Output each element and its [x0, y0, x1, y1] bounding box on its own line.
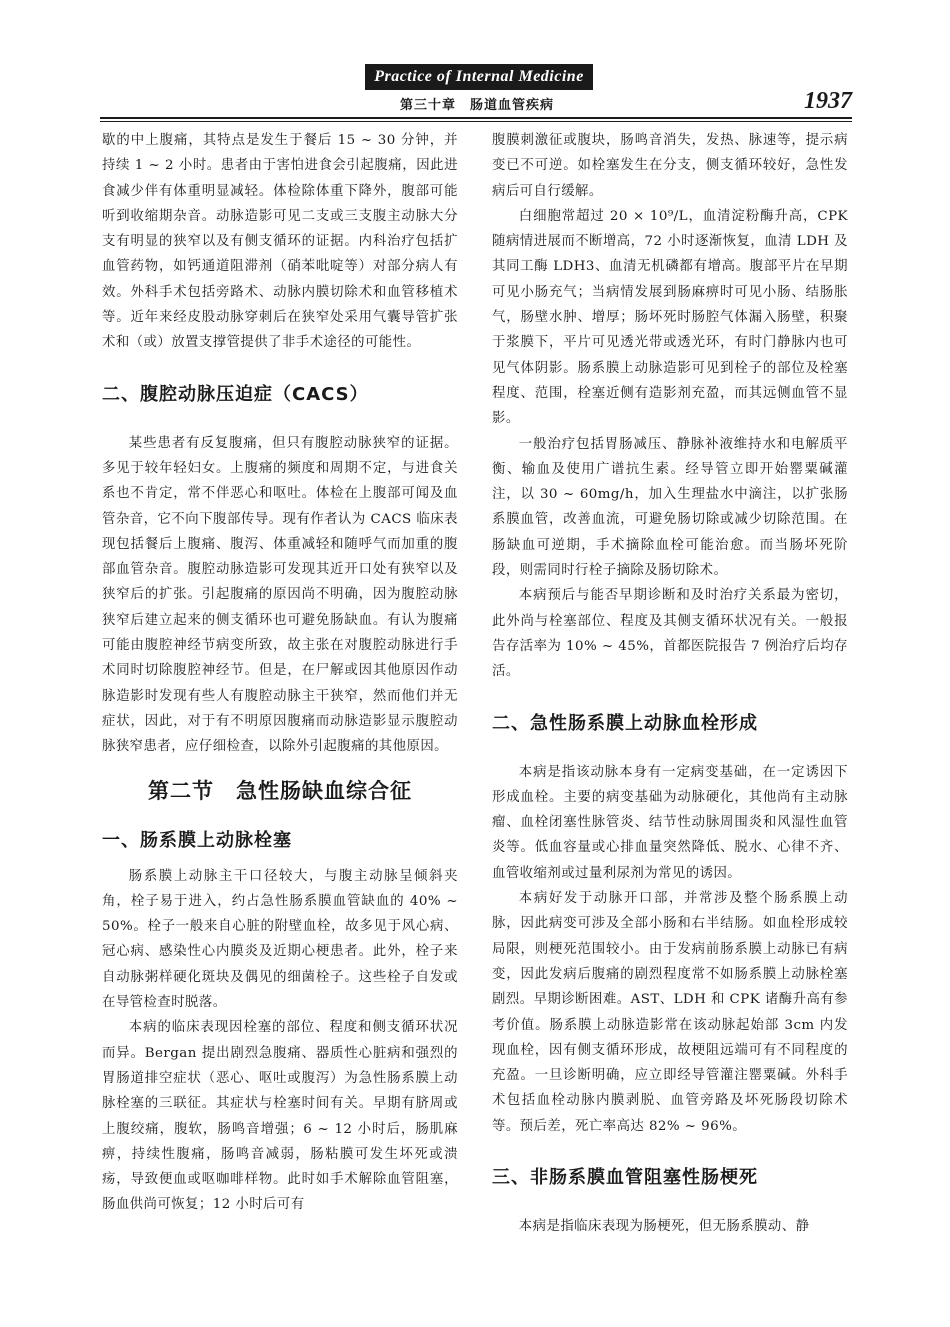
paragraph: 某些患者有反复腹痛，但只有腹腔动脉狭窄的证据。多见于较年轻妇女。上腹痛的频度和周期不定，与进食关系也不肯定，常不伴恶心和呕吐。体检在上腹部可闻及血管杂音，它不向下腹部传导。现有作者认为 CACS 临床表现包括餐后上腹痛、腹泻、体重减轻和随呼气而加重的腹部血管杂音。腹腔动脉造影可发现其近开口处有狭窄以及狭窄后的扩张。引起腹痛的原因尚不明确，因为腹腔动脉狭窄后建立起来的侧支循环也可避免肠缺血。有认为腹痛可能由腹腔神经节病变所致，故主张在对腹腔动脉进行手术同时切除腹腔神经节。但是，在尸解或因其他原因作动脉造影时发现有些人有腹腔动脉主干狭窄，然而他们并无症状，因此，对于有不明原因腹痛而动脉造影显示腹腔动脉狭窄患者，应仔细检查，以除外引起腹痛的其他原因。	[102, 435, 458, 755]
running-header-banner: Practice of Internal Medicine	[365, 64, 593, 90]
chapter-title: 第三十章 肠道血管疾病	[400, 98, 555, 113]
right-column	[492, 128, 848, 1239]
paragraph: 一般治疗包括胃肠减压、静脉补液维持水和电解质平衡、输血及使用广谱抗生素。经导管立即开始罂粟碱灌注，以 30 ~ 60mg/h，加入生理盐水中滴注，以扩张肠系膜血管，改善血流，可避免肠切除或减少切除范围。在肠缺血可逆期，手术摘除血栓可能治愈。而当肠坏死阶段，则需同时行栓子摘除及肠切除术。	[492, 436, 848, 579]
paragraph: 肠系膜上动脉主干口径较大，与腹主动脉呈倾斜夹角，栓子易于进入，约占急性肠系膜血管缺血的 40% ~ 50%。栓子一般来自心脏的附壁血栓，故多见于风心病、冠心病、感染性心内膜炎及近期心梗患者。此外，栓子来自动脉粥样硬化斑块及偶见的细菌栓子。这些栓子自发或在导管检查时脱落。	[102, 868, 458, 1011]
page-number: 1937	[804, 88, 852, 114]
paragraph: 白细胞常超过 20 × 10⁹/L，血清淀粉酶升高，CPK 随病情进展而不断增高，72 小时逐渐恢复，血清 LDH 及其同工酶 LDH3、血清无机磷都有增高。腹部平片在早期可见小肠充气；当病情发展到肠麻痹时可见小肠、结肠胀气，肠壁水肿、增厚；肠坏死时肠腔气体漏入肠壁，积聚于浆膜下，平片可见透光带或透光环，有时门静脉内也可见气体阴影。肠系膜上动脉造影可见到栓子的部位及栓塞程度、范围，栓塞近侧有造影剂充盈，而其远侧血管不显影。	[492, 208, 848, 427]
section-title: 第二节 急性肠缺血综合征	[148, 778, 412, 803]
paragraph: 本病预后与能否早期诊断和及时治疗关系最为密切，此外尚与栓塞部位、程度及其侧支循环状况有关。一般报告存活率为 10% ~ 45%，首都医院报告 7 例治疗后均存活。	[492, 588, 848, 680]
paragraph: 腹膜刺激征或腹块，肠鸣音消失，发热、脉速等，提示病变已不可逆。如栓塞发生在分支，侧支循环较好，急性发病后可自行缓解。	[492, 133, 848, 199]
header-rule-thick	[100, 117, 852, 119]
paragraph: 本病是指该动脉本身有一定病变基础，在一定诱因下形成血栓。主要的病变基础为动脉硬化，其他尚有主动脉瘤、血栓闭塞性脉管炎、结节性动脉周围炎和风湿性血管炎等。低血容量或心排血量突然降低、脱水、心律不齐、血管收缩剂或过量利尿剂为常见的诱因。	[492, 764, 848, 881]
paragraph: 歇的中上腹痛，其特点是发生于餐后 15 ~ 30 分钟，并持续 1 ~ 2 小时。患者由于害怕进食会引起腹痛，因此进食减少伴有体重明显减轻。体检除体重下降外，腹部可能听到收缩期杂音。动脉造影可见二支或三支腹主动脉大分支有明显的狭窄以及有侧支循环的证据。内科治疗包括扩血管药物，如钙通道阻滞剂（硝苯吡啶等）对部分病人有效。外科手术包括旁路术、动脉内膜切除术和血管移植术等。近年来经皮股动脉穿刺后在狭窄处采用气囊导管扩张术和（或）放置支撑管提供了非手术途径的可能性。	[102, 133, 458, 351]
header-rule-thin	[100, 121, 852, 122]
heading-sma-thrombosis: 二、急性肠系膜上动脉血栓形成	[492, 712, 758, 734]
paragraph: 本病的临床表现因栓塞的部位、程度和侧支循环状况而异。Bergan 提出剧烈急腹痛、器质性心脏病和强烈的胃肠道排空症状（恶心、呕吐或腹泻）为急性肠系膜上动脉栓塞的三联征。其症状与栓塞时间有关。早期有脐周或上腹绞痛，腹软，肠鸣音增强；6 ~ 12 小时后，肠肌麻痹，持续性腹痛，肠鸣音减弱，肠粘膜可发生坏死或溃疡，导致便血或呕咖啡样物。此时如手术解除血管阻塞，肠血供尚可恢复；12 小时后可有	[102, 1020, 458, 1213]
paragraph: 本病好发于动脉开口部，并常涉及整个肠系膜上动脉，因此病变可涉及全部小肠和右半结肠。如血栓形成较局限，则梗死范围较小。由于发病前肠系膜上动脉已有病变，因此发病后腹痛的剧烈程度常不如肠系膜上动脉栓塞剧烈。早期诊断困难。AST、LDH 和 CPK 诸酶升高有参考价值。肠系膜上动脉造影常在该动脉起始部 3cm 内发现血栓，因有侧支循环形成，故梗阻远端可有不同程度的充盈。一旦诊断明确，应立即经导管灌注罂粟碱。外科手术包括血栓动脉内膜剥脱、血管旁路及坏死肠段切除术等。预后差，死亡率高达 82% ~ 96%。	[492, 891, 848, 1134]
heading-cacs: 二、腹腔动脉压迫症（CACS）	[102, 383, 369, 405]
heading-nonocclusive: 三、非肠系膜血管阻塞性肠梗死	[492, 1166, 758, 1188]
left-column	[102, 128, 458, 1218]
paragraph: 本病是指临床表现为肠梗死，但无肠系膜动、静	[518, 1218, 810, 1234]
heading-sma-embolism: 一、肠系膜上动脉栓塞	[102, 829, 292, 851]
